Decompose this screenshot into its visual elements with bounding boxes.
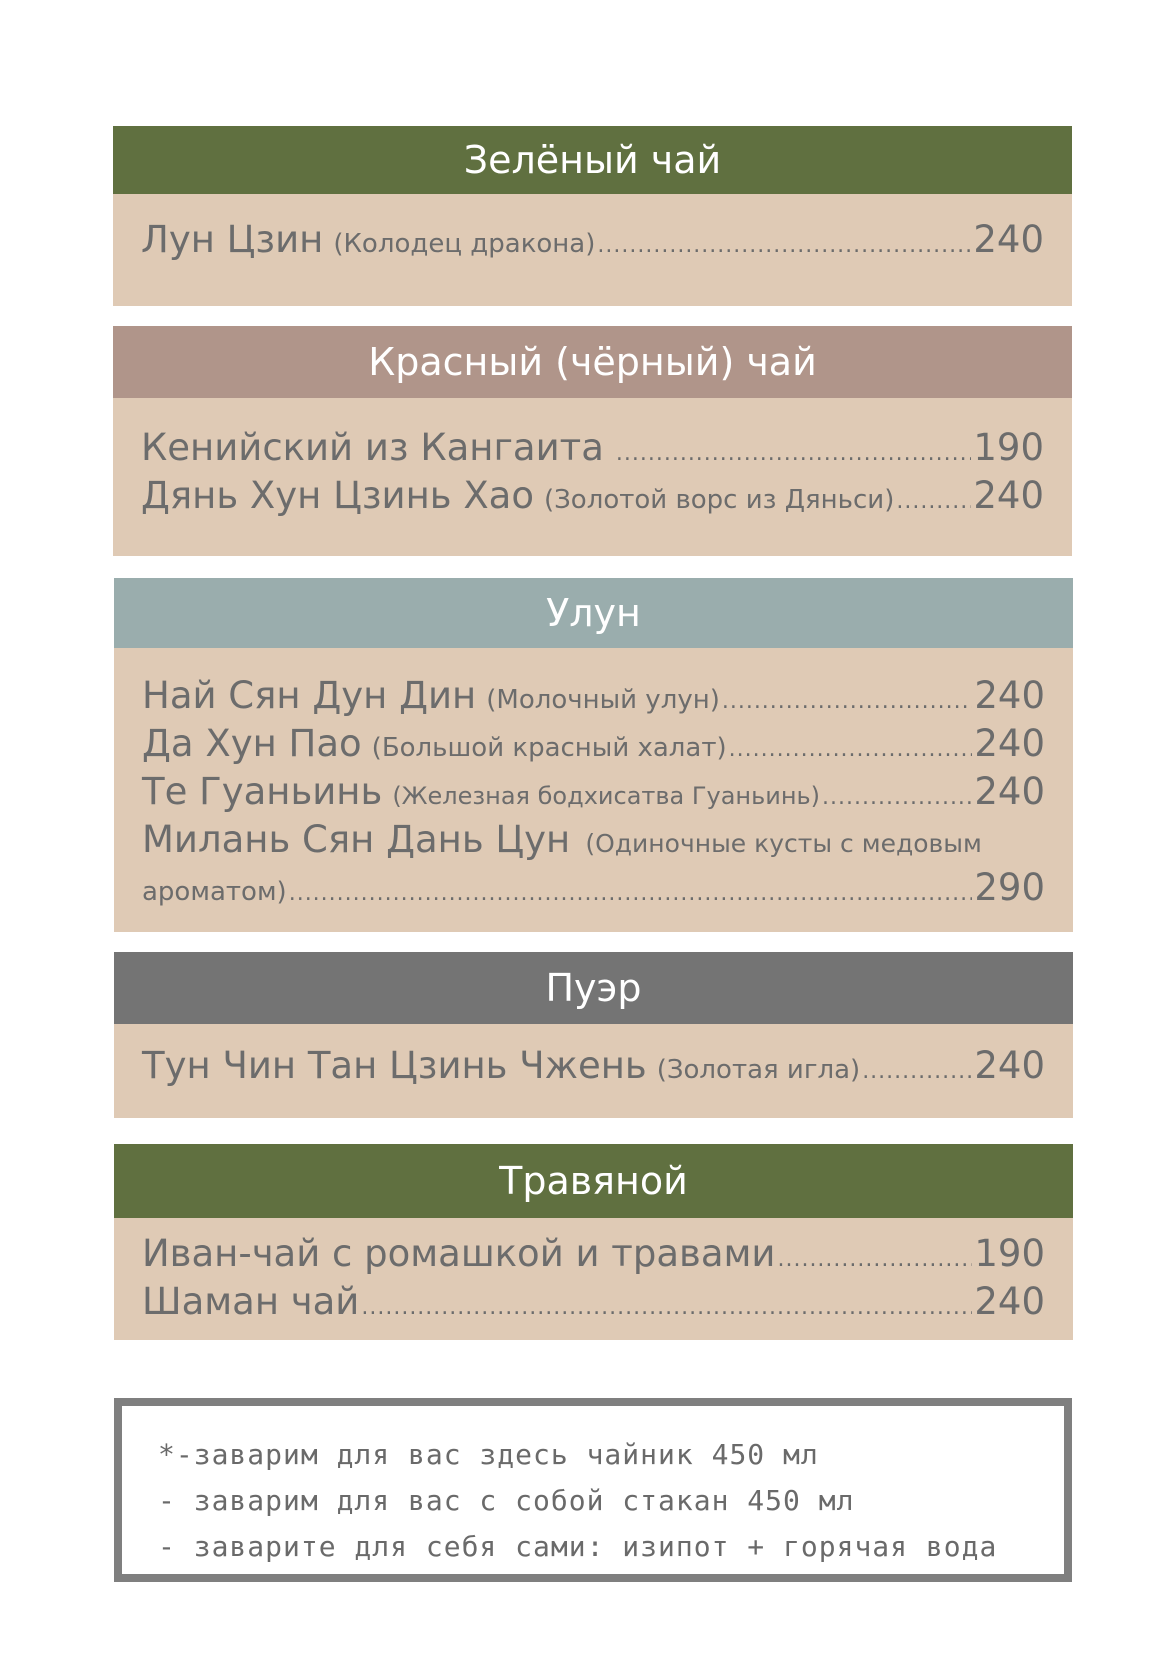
menu-item-continued [142, 866, 1045, 914]
menu-item [142, 1232, 1045, 1280]
item-price: 190 [973, 426, 1044, 469]
dot-leader [289, 881, 973, 906]
dot-leader [862, 1059, 972, 1084]
item-name: Кенийский из Кангаита [141, 426, 604, 469]
item-name: Да Хун Пао [142, 722, 362, 765]
menu-item [141, 426, 1044, 474]
section-title: Травяной [499, 1159, 688, 1203]
dot-leader [896, 489, 971, 514]
section-header [114, 952, 1073, 1024]
item-name: Те Гуаньинь [142, 770, 383, 813]
item-note: (Молочный улун) [486, 685, 720, 715]
section-title: Пуэр [545, 966, 642, 1010]
item-name: Лун Цзин [141, 218, 324, 261]
menu-item [142, 770, 1045, 818]
item-name: Милань Сян Дань Цун [142, 818, 571, 861]
footnote-box [114, 1398, 1072, 1582]
section-green-tea [113, 126, 1072, 306]
section-herbal [114, 1144, 1073, 1340]
menu-item [142, 722, 1045, 770]
item-price: 240 [974, 1044, 1045, 1087]
section-title: Зелёный чай [463, 138, 722, 182]
menu-item [142, 818, 1045, 866]
item-name: Шаман чай [142, 1280, 360, 1323]
item-price: 240 [974, 674, 1045, 717]
menu-item [142, 1280, 1045, 1328]
section-body [114, 648, 1073, 932]
section-red-tea [113, 326, 1072, 556]
item-note: (Золотой ворс из Дяньси) [543, 485, 895, 515]
item-name: Иван-чай с ромашкой и травами [142, 1232, 776, 1275]
section-body [113, 398, 1072, 556]
item-note: (Золотая игла) [656, 1055, 861, 1085]
dot-leader [822, 785, 972, 810]
dot-leader [616, 441, 972, 466]
item-price: 240 [973, 218, 1044, 261]
item-name: Тун Чин Тан Цзинь Чжень [142, 1044, 647, 1087]
item-price: 290 [974, 866, 1045, 909]
footnote-line: - заварите для себя сами: изипот + горячая вода [158, 1530, 998, 1563]
section-header [113, 326, 1072, 398]
footnote-line: - заварим для вас с собой стакан 450 мл [158, 1484, 855, 1517]
dot-leader [722, 689, 973, 714]
dot-leader [361, 1295, 972, 1320]
item-price: 240 [974, 1280, 1045, 1323]
section-body [114, 1218, 1073, 1340]
menu-item [142, 1044, 1045, 1092]
dot-leader [729, 737, 973, 762]
item-price: 240 [974, 770, 1045, 813]
item-price: 240 [973, 474, 1044, 517]
footnote-line: *-заварим для вас здесь чайник 450 мл [158, 1438, 819, 1471]
section-puer [114, 952, 1073, 1118]
section-body [114, 1024, 1073, 1118]
section-title: Красный (чёрный) чай [368, 340, 817, 384]
item-price: 190 [974, 1232, 1045, 1275]
item-name: Дянь Хун Цзинь Хао [141, 474, 534, 517]
dot-leader [597, 233, 971, 258]
item-note: (Железная бодхисатва Гуаньинь) [392, 782, 821, 810]
section-header [114, 1144, 1073, 1218]
menu-item [141, 218, 1044, 266]
item-note-continued: ароматом) [142, 877, 287, 907]
dot-leader [777, 1247, 972, 1272]
section-body [113, 194, 1072, 306]
section-header [113, 126, 1072, 194]
section-oolong [114, 578, 1073, 932]
item-note: (Колодец дракона) [333, 229, 596, 259]
item-note: (Большой красный халат) [371, 733, 727, 763]
section-title: Улун [546, 591, 641, 635]
menu-item [141, 474, 1044, 522]
section-header [114, 578, 1073, 648]
menu-item [142, 674, 1045, 722]
item-name: Най Сян Дун Дин [142, 674, 477, 717]
item-price: 240 [974, 722, 1045, 765]
item-note: (Одиночные кусты с медовым [585, 829, 982, 858]
